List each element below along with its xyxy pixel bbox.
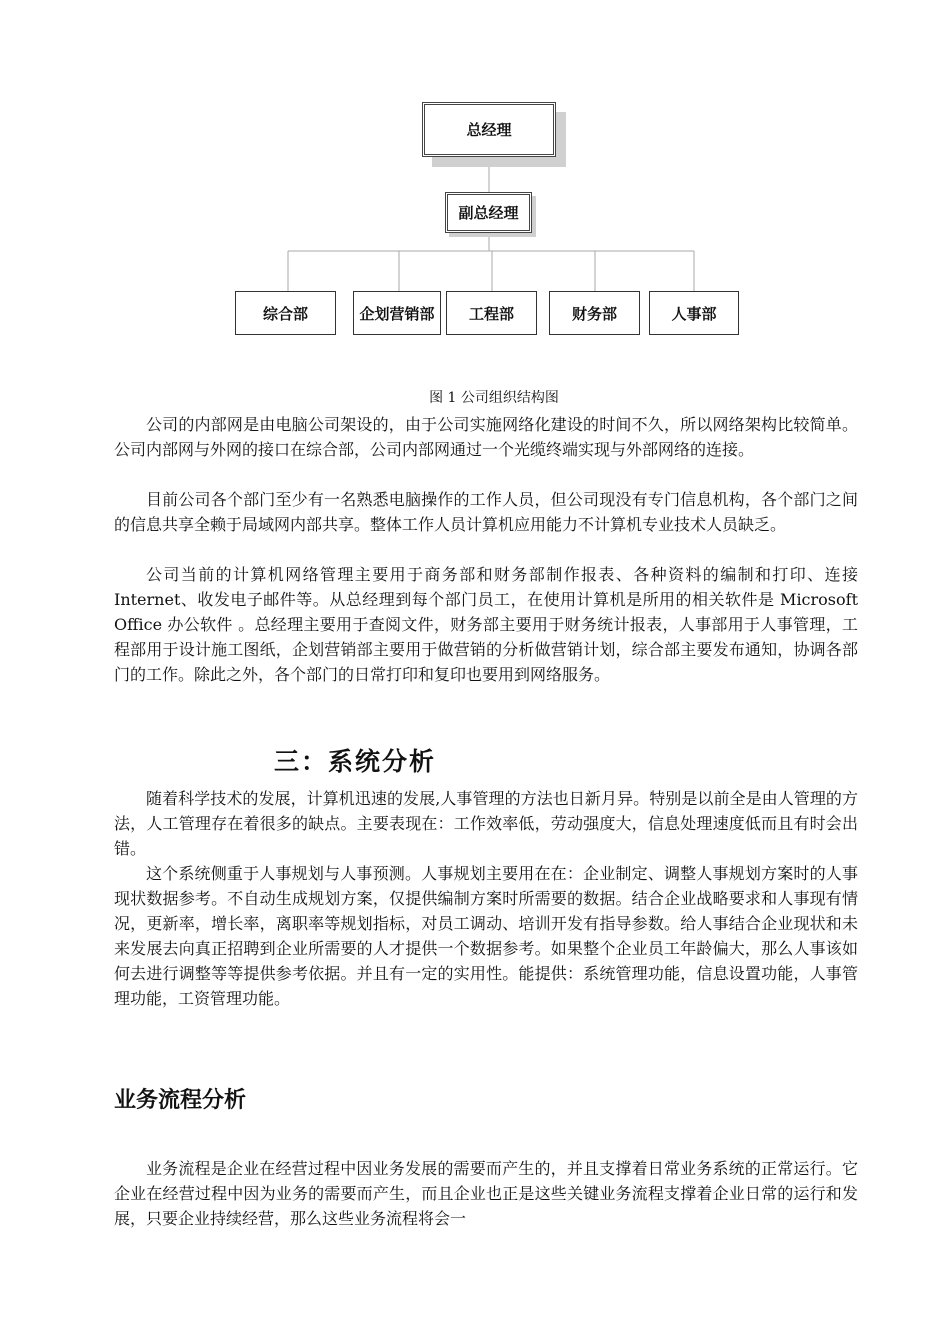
paragraph: 目前公司各个部门至少有一名熟悉电脑操作的工作人员，但公司现没有专门信息机构，各个部门之间的信息共享全赖于局域网内部共享。整体工作人员计算机应用能力不计算机专业技术人员缺乏。: [114, 490, 858, 534]
paragraph: 业务流程是企业在经营过程中因业务发展的需要而产生的，并且支撑着日常业务系统的正常运行。它企业在经营过程中因为业务的需要而产生，而且企业也正是这些关键业务流程支撑着企业日常的运行和发展，只要企业持续经营，那么这些业务流程将会一: [114, 1159, 858, 1228]
paragraph: 公司的内部网是由电脑公司架设的，由于公司实施网络化建设的时间不久，所以网络架构比较简单。公司内部网与外网的接口在综合部，公司内部网通过一个光缆终端实现与外部网络的连接。: [114, 415, 858, 459]
org-node-general-manager: 总经理: [422, 102, 556, 157]
org-node-department: 人事部: [649, 291, 739, 335]
org-node-deputy-manager: 副总经理: [445, 192, 532, 233]
org-chart: [0, 0, 950, 370]
paragraph: 随着科学技术的发展，计算机迅速的发展,人事管理的方法也日新月异。特别是以前全是由人管理的方法，人工管理存在着很多的缺点。主要表现在：工作效率低，劳动强度大，信息处理速度低而且有时会出错。: [114, 789, 858, 858]
subheading: 业务流程分析: [114, 1088, 247, 1113]
org-node-department: 企划营销部: [353, 291, 441, 335]
org-node-department: 财务部: [549, 291, 640, 335]
section-heading: 三：系统分析: [274, 747, 437, 776]
paragraph: 公司当前的计算机网络管理主要用于商务部和财务部制作报表、各种资料的编制和打印、连接 Internet、收发电子邮件等。从总经理到每个部门员工，在使用计算机是所用的相关软件是 Microsoft Office 办公软件 。总经理主要用于查阅文件，财务部主要用于财务统计报表，人事部用于人事管理，工程部用于设计施工图纸，企划营销部主要用于做营销的分析做营销计划，综合部主要发布通知，协调各部门的工作。除此之外，各个部门的日常打印和复印也要用到网络服务。: [114, 565, 858, 684]
org-node-department: 综合部: [235, 291, 336, 335]
paragraph: 这个系统侧重于人事规划与人事预测。人事规划主要用在在：企业制定、调整人事规划方案时的人事现状数据参考。不自动生成规划方案，仅提供编制方案时所需要的数据。结合企业战略要求和人事现有情况，更新率，增长率，离职率等规划指标，对员工调动、培训开发有指导参数。给人事结合企业现状和未来发展去向真正招聘到企业所需要的人才提供一个数据参考。如果整个企业员工年龄偏大，那么人事该如何去进行调整等等提供参考依据。并且有一定的实用性。能提供：系统管理功能，信息设置功能，人事管理功能，工资管理功能。: [114, 864, 858, 1008]
org-node-department: 工程部: [446, 291, 537, 335]
figure-caption: 图 1 公司组织结构图: [429, 390, 559, 406]
